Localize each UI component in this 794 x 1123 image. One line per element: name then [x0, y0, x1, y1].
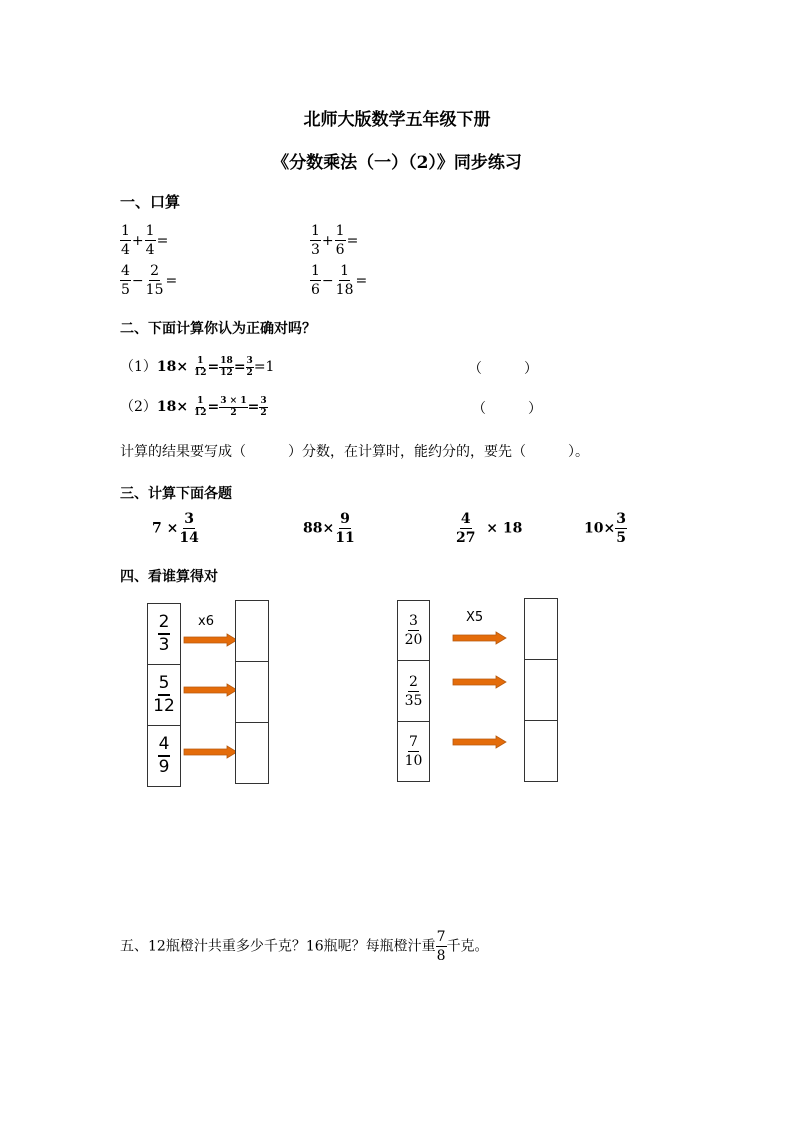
fraction: $\frac{3}{2}$: [246, 355, 253, 378]
fraction: $\frac{4}{5}$: [121, 263, 130, 298]
fill-in-sentence: 计算的结果要写成（ ）分数，在计算时，能约分的，要先（ ）。: [120, 444, 589, 460]
fraction: $\frac{9}{11}$: [335, 511, 355, 546]
judge-item-2: （2）18× $\frac{1}{12}$ = $\frac{3 \times 1}{2}$ = $\frac{3}{2}$: [120, 395, 267, 418]
fraction: $\frac{7}{10}$: [404, 734, 423, 769]
right-arrow-2: [452, 675, 507, 689]
arrow-shape: [453, 736, 506, 748]
calc-problem-4: 10× $\frac{3}{5}$: [584, 511, 626, 546]
section1-heading: 一、口算: [120, 193, 181, 211]
calc-problem-3: $\frac{4}{27}$ × 18: [456, 511, 523, 546]
fraction: $\frac{4}{9}$: [158, 734, 170, 777]
left-fraction-column: [147, 603, 181, 787]
fraction: $\frac{18}{12}$: [220, 355, 233, 378]
left-fraction-cell-1: [148, 604, 180, 665]
left-answer-cell-1[interactable]: [236, 601, 268, 662]
left-multiplier-label: x6: [198, 614, 214, 629]
right-answer-cell-3[interactable]: [525, 721, 557, 781]
arrow-shape: [184, 746, 237, 758]
fraction: $\frac{1}{6}$: [335, 223, 345, 258]
left-fraction-cell-3: [148, 726, 180, 786]
calc-problem-2: 88× $\frac{9}{11}$: [303, 511, 355, 546]
right-arrow-3: [452, 735, 507, 749]
page-subtitle: 《分数乘法（一）（2）》同步练习: [272, 153, 522, 173]
mental-problem-2: $\frac{1}{3}$ + $\frac{1}{6}$ =: [311, 223, 359, 258]
word-problem: 五、12瓶橙汁共重多少千克？16瓶呢？每瓶橙汁重 $\frac{7}{8}$ 千克。: [120, 929, 489, 964]
section3-heading: 三、计算下面各题: [120, 486, 232, 502]
arrow-shape: [453, 632, 506, 644]
right-fraction-cell-1: [398, 601, 429, 661]
right-fraction-cell-3: [398, 722, 429, 781]
right-fraction-cell-2: [398, 661, 429, 722]
fraction: $\frac{1}{4}$: [145, 223, 155, 258]
mental-problem-3: $\frac{4}{5}$ − $\frac{2}{15}$ =: [121, 263, 178, 298]
mental-problem-4: $\frac{1}{6}$ − $\frac{1}{18}$ =: [311, 263, 368, 298]
section2-heading: 二、下面计算你认为正确对吗？: [120, 321, 316, 337]
fraction: $\frac{1}{12}$: [194, 395, 207, 418]
fraction: $\frac{3}{5}$: [616, 511, 626, 546]
fraction: $\frac{5}{12}$: [153, 673, 175, 716]
fraction: $\frac{3}{14}$: [179, 511, 199, 546]
answer-paren-1[interactable]: （ ）: [468, 361, 538, 377]
calc-problem-1: 7 × $\frac{3}{14}$: [152, 511, 199, 546]
fraction: $\frac{1}{12}$: [194, 355, 207, 378]
fraction: $\frac{7}{8}$: [436, 929, 446, 964]
right-arrow-1: [452, 631, 507, 645]
judge-item-1: （1）18× $\frac{1}{12}$ = $\frac{18}{12}$ = $\frac{3}{2}$ =1: [120, 355, 275, 378]
arrow-shape: [453, 676, 506, 688]
fraction: $\frac{1}{3}$: [311, 223, 320, 258]
fraction: $\frac{1}{6}$: [311, 263, 320, 298]
section4-heading: 四、看谁算得对: [120, 569, 218, 585]
arrow-shape: [184, 684, 237, 696]
left-arrow-3: [183, 745, 238, 759]
fraction: $\frac{2}{35}$: [404, 673, 423, 709]
page-title: 北师大版数学五年级下册: [303, 110, 491, 130]
fraction: $\frac{1}{4}$: [121, 223, 130, 258]
fraction: $\frac{3}{2}$: [260, 395, 267, 418]
left-answer-column: [235, 600, 269, 784]
fraction: $\frac{1}{18}$: [335, 263, 354, 298]
right-multiplier-label: X5: [466, 610, 484, 625]
fraction: $\frac{3}{20}$: [404, 613, 423, 648]
left-answer-cell-3[interactable]: [236, 723, 268, 783]
fraction: $\frac{3 \times 1}{2}$: [220, 395, 247, 418]
left-arrow-2: [183, 683, 238, 697]
right-fraction-column: [397, 600, 430, 782]
fraction: $\frac{4}{27}$: [456, 511, 476, 546]
left-answer-cell-2[interactable]: [236, 662, 268, 723]
right-answer-cell-1[interactable]: [525, 599, 557, 660]
right-answer-column: [524, 598, 558, 782]
arrow-shape: [184, 634, 237, 646]
answer-paren-2[interactable]: （ ）: [472, 401, 542, 417]
mental-problem-1: $\frac{1}{4}$ + $\frac{1}{4}$ =: [121, 223, 169, 258]
fraction: $\frac{2}{3}$: [158, 612, 170, 655]
right-answer-cell-2[interactable]: [525, 660, 557, 721]
fraction: $\frac{2}{15}$: [145, 263, 164, 298]
left-arrow-1: [183, 633, 238, 647]
left-fraction-cell-2: [148, 665, 180, 726]
